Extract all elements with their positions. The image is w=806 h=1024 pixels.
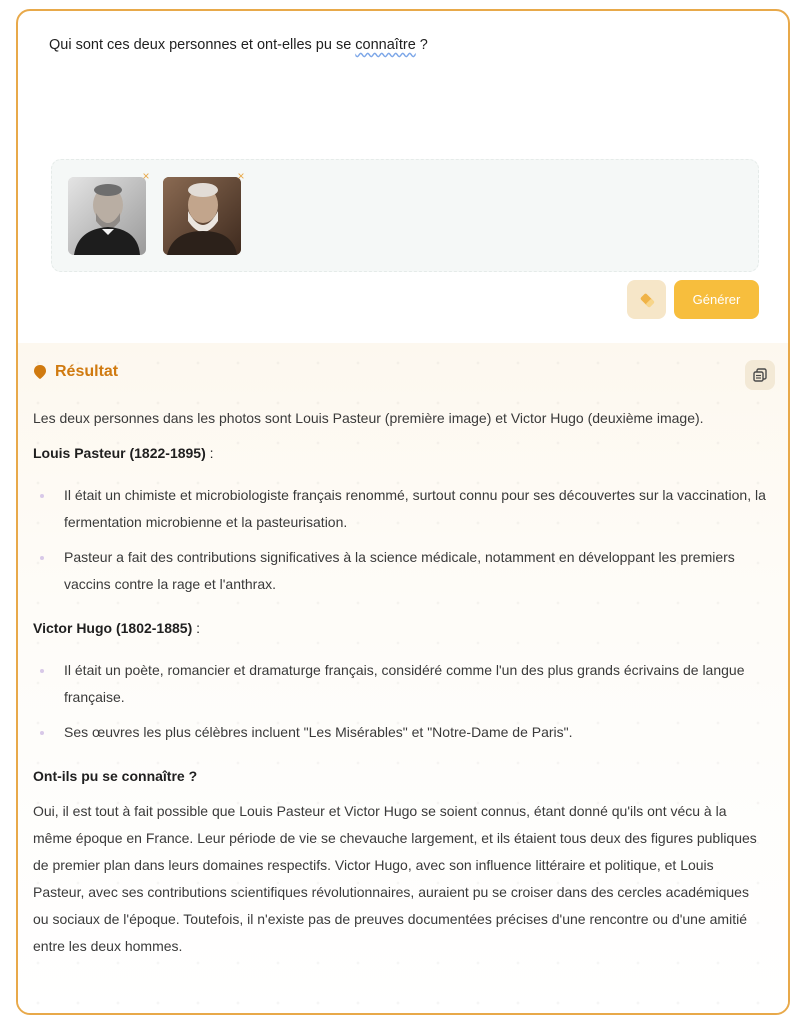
portrait-hugo-image bbox=[163, 177, 241, 255]
result-title: Résultat bbox=[55, 363, 119, 380]
prompt-text-start: Qui sont ces deux personnes et ont-elles pu se bbox=[49, 37, 356, 53]
prompt-text[interactable] bbox=[49, 37, 428, 53]
attachment-thumbnail-hugo[interactable] bbox=[163, 177, 241, 255]
list-item: Il était un chimiste et microbiologiste français renommé, surtout connu pour ses découvertes sur la vaccination, la fermentation microbienne et la pasteurisation. bbox=[33, 482, 768, 536]
clear-button[interactable] bbox=[627, 280, 666, 319]
result-marker-icon bbox=[33, 364, 47, 380]
hugo-list bbox=[33, 657, 768, 746]
pasteur-list bbox=[33, 482, 768, 598]
list-item: Ses œuvres les plus célèbres incluent "Les Misérables" et "Notre-Dame de Paris". bbox=[33, 719, 768, 746]
remove-attachment-hugo-icon[interactable]: × bbox=[237, 169, 245, 183]
copy-button[interactable] bbox=[745, 360, 775, 390]
prompt-text-end: ? bbox=[415, 37, 428, 53]
section-heading-hugo-text: Victor Hugo (1802-1885) bbox=[33, 620, 193, 636]
eraser-icon bbox=[638, 291, 656, 309]
generate-button[interactable]: Générer bbox=[674, 280, 759, 319]
section-heading-pasteur-suffix: : bbox=[205, 445, 214, 461]
section-heading-pasteur bbox=[33, 440, 768, 467]
result-panel bbox=[18, 343, 788, 1015]
attachment-thumbnail-pasteur[interactable] bbox=[68, 177, 146, 255]
chat-card bbox=[16, 9, 790, 1015]
result-intro: Les deux personnes dans les photos sont Louis Pasteur (première image) et Victor Hugo (deuxième image). bbox=[33, 410, 704, 426]
section-heading-hugo-suffix: : bbox=[192, 620, 201, 636]
result-conclusion: Oui, il est tout à fait possible que Louis Pasteur et Victor Hugo se soient connus, étant donné qu'ils ont vécu à la même époque en France. Leur période de vie se chevauche largement, et ils étaient tous deux des figures publiques de premier plan dans leurs domaines respectifs. Victor Hugo, avec son influence littéraire et politique, et Louis Pasteur, avec ses contributions scientifiques révolutionnaires, auraient pu se croiser dans des cercles académiques ou sociaux de l'époque. Toutefois, il n'existe pas de preuves documentées précises d'une rencontre ou d'une amitié entre les deux hommes. bbox=[33, 803, 757, 954]
result-header bbox=[33, 363, 118, 381]
section-heading-hugo bbox=[33, 615, 768, 642]
copy-icon bbox=[752, 367, 768, 383]
question-heading: Ont-ils pu se connaître ? bbox=[33, 768, 198, 784]
result-content bbox=[33, 405, 768, 968]
list-item: Pasteur a fait des contributions significatives à la science médicale, notamment en développant les premiers vaccins contre la rage et l'anthrax. bbox=[33, 544, 768, 598]
portrait-pasteur-image bbox=[68, 177, 146, 255]
remove-attachment-pasteur-icon[interactable]: × bbox=[142, 169, 150, 183]
attachments-zone[interactable] bbox=[51, 159, 759, 272]
section-heading-pasteur-text: Louis Pasteur (1822-1895) bbox=[33, 445, 206, 461]
prompt-text-underlined: connaître bbox=[355, 37, 416, 53]
list-item: Il était un poète, romancier et dramaturge français, considéré comme l'un des plus grands écrivains de langue française. bbox=[33, 657, 768, 711]
